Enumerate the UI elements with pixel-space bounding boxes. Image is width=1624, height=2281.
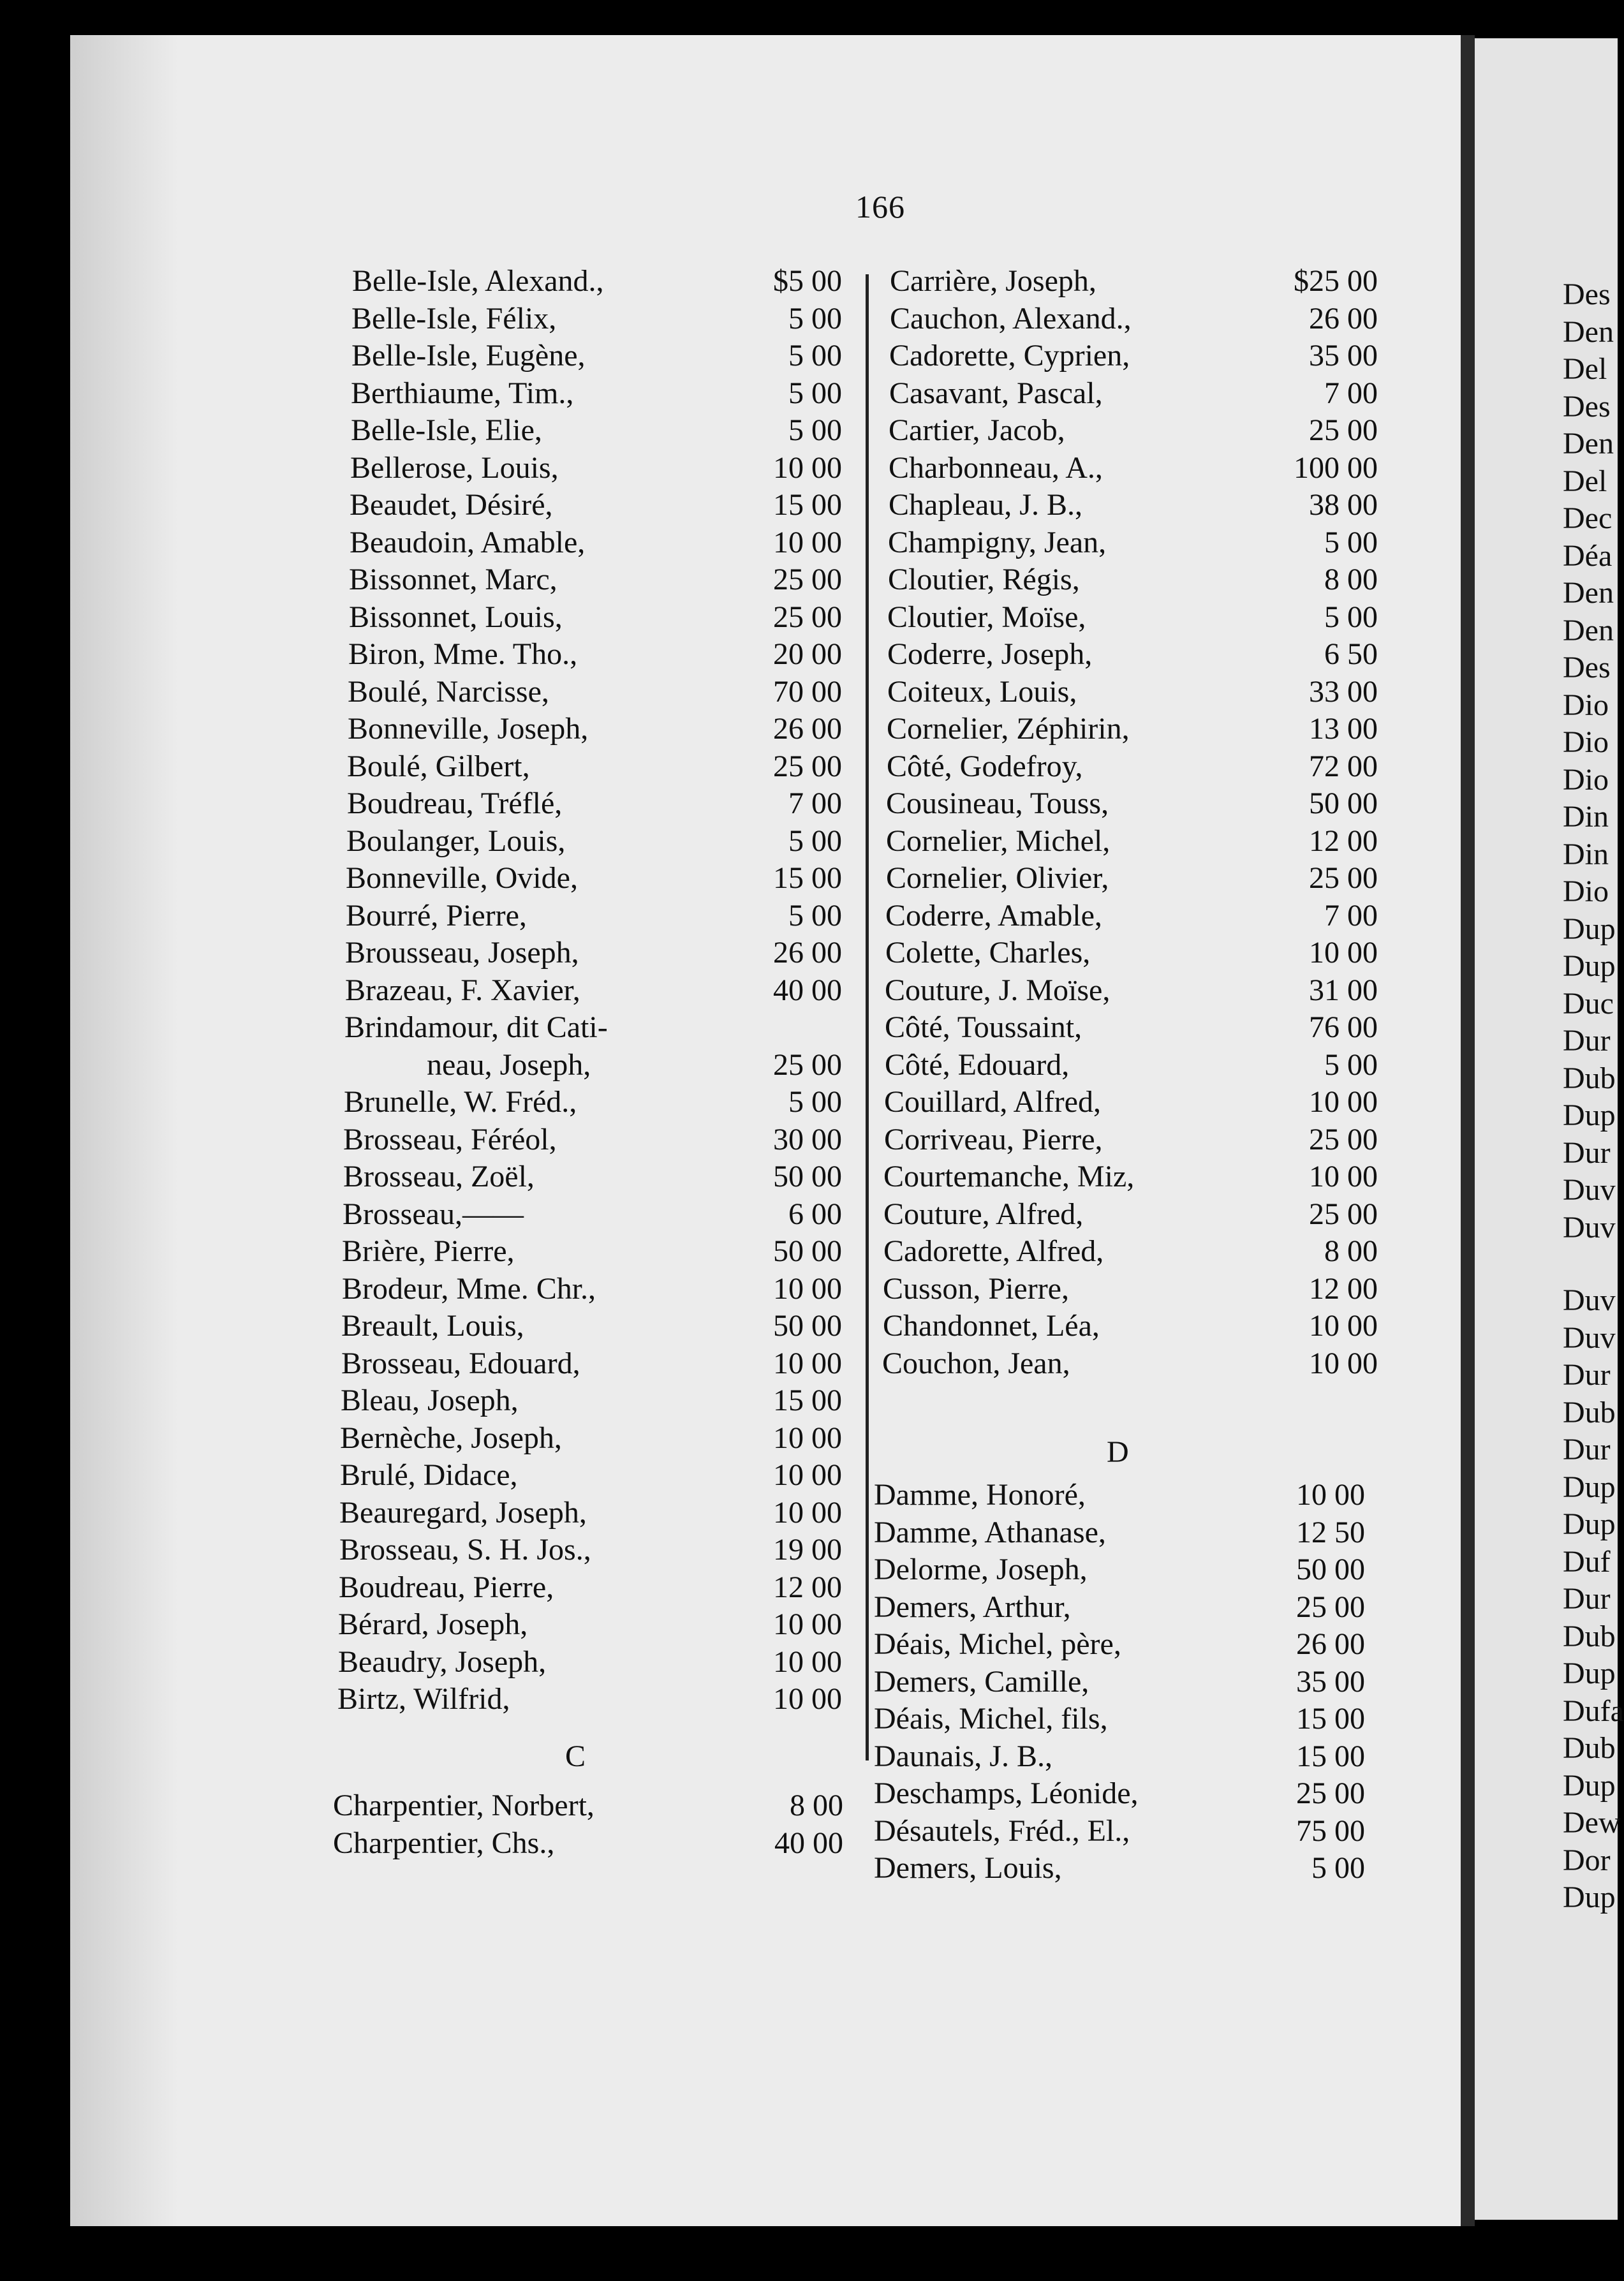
donor-entry: [874, 1850, 1365, 1887]
donation-amount: 7 00: [788, 786, 842, 820]
donor-entry: [345, 934, 842, 971]
donor-name: Delorme, Joseph,: [874, 1553, 1088, 1586]
donation-amount: 10 00: [773, 1346, 842, 1380]
donor-entry: [351, 375, 842, 412]
donation-amount: 75 00: [1296, 1813, 1365, 1848]
donor-entry: [343, 1121, 842, 1158]
donor-name: Côté, Edouard,: [885, 1047, 1070, 1082]
donation-amount: 35 00: [1296, 1664, 1365, 1699]
donor-name: Birtz, Wilfrid,: [337, 1682, 510, 1716]
donor-entry: [350, 487, 842, 524]
donor-name: Cadorette, Alfred,: [883, 1234, 1104, 1268]
donor-name: Brosseau, Edouard,: [341, 1346, 580, 1380]
donor-entry: [886, 785, 1378, 822]
donor-name: Cornelier, Michel,: [886, 823, 1111, 858]
donation-amount: 12 50: [1296, 1515, 1365, 1549]
donor-name: Demers, Louis,: [874, 1851, 1062, 1885]
adjacent-page-text: Dor: [1563, 1843, 1611, 1877]
donor-entry: [347, 748, 842, 785]
donation-amount: 19 00: [773, 1533, 842, 1567]
adjacent-page-text: Del: [1563, 352, 1607, 386]
donation-amount: 50 00: [1296, 1553, 1365, 1586]
donor-entry: [890, 263, 1378, 300]
adjacent-page-text: Dub: [1563, 1619, 1616, 1653]
donation-amount: 26 00: [1309, 301, 1378, 336]
donor-name: Côté, Godefroy,: [887, 749, 1083, 783]
adjacent-page-text: Dup: [1563, 1507, 1616, 1541]
donation-amount: 6 50: [1324, 637, 1378, 671]
adjacent-page-text: Dio: [1563, 762, 1609, 797]
donation-amount: 15 00: [773, 861, 842, 895]
donor-name: Bernèche, Joseph,: [340, 1421, 562, 1455]
donor-name: Cauchon, Alexand.,: [890, 301, 1132, 336]
donation-amount: 25 00: [773, 1047, 842, 1082]
donation-amount: 10 00: [773, 1495, 842, 1530]
donor-entry: [874, 1589, 1365, 1626]
donor-entry: [886, 823, 1378, 860]
donation-amount: $25 00: [1294, 264, 1378, 298]
adjacent-page-text: Dup: [1563, 1768, 1616, 1803]
donor-entry: [885, 934, 1378, 971]
donation-amount: 12 00: [773, 1570, 842, 1604]
donor-name: Bonneville, Ovide,: [346, 861, 578, 895]
donor-name: Brazeau, F. Xavier,: [345, 973, 580, 1007]
donor-entry: [874, 1738, 1365, 1775]
donation-amount: 5 00: [788, 898, 842, 933]
donation-amount: 10 00: [1309, 1160, 1378, 1193]
donor-name: Boulé, Gilbert,: [347, 749, 530, 783]
donor-name: Bissonnet, Marc,: [349, 563, 557, 596]
donor-name: neau, Joseph,: [427, 1047, 591, 1082]
donation-amount: 76 00: [1309, 1010, 1378, 1044]
donation-amount: 13 00: [1309, 712, 1378, 746]
adjacent-page-text: Dur: [1563, 1433, 1611, 1466]
donation-amount: 15 00: [1296, 1739, 1365, 1773]
donor-entry: [885, 972, 1378, 1009]
donor-name: Cornelier, Zéphirin,: [887, 712, 1130, 746]
donation-amount: 10 00: [1309, 1346, 1378, 1380]
donor-entry: [889, 375, 1378, 412]
adjacent-page-text: Dup: [1563, 1880, 1616, 1914]
donor-entry: [344, 1009, 842, 1046]
donor-name: Chapleau, J. B.,: [889, 488, 1082, 522]
donation-amount: 40 00: [774, 1826, 843, 1860]
donor-entry: [874, 1813, 1365, 1850]
section-letter: C: [565, 1739, 586, 1773]
donor-entry: [339, 1495, 842, 1532]
donation-amount: 70 00: [773, 674, 842, 709]
donor-entry: [351, 300, 842, 337]
donation-amount: 10 00: [1309, 1085, 1378, 1119]
donor-name: Brodeur, Mme. Chr.,: [342, 1271, 596, 1306]
donor-name: Cousineau, Touss,: [886, 786, 1109, 820]
adjacent-page-text: Dur: [1563, 1582, 1611, 1616]
adjacent-page-text: Dup: [1563, 1470, 1616, 1504]
donor-entry: [352, 263, 842, 300]
donor-name: Daunais, J. B.,: [874, 1739, 1052, 1773]
adjacent-page-text: Del: [1563, 464, 1607, 498]
donor-name: Champigny, Jean,: [888, 525, 1107, 559]
adjacent-page-text: Dub: [1563, 1061, 1616, 1095]
donation-amount: 31 00: [1309, 973, 1378, 1007]
donor-entry: [350, 450, 842, 487]
donor-entry: [883, 1196, 1378, 1233]
donor-name: Bérard, Joseph,: [338, 1607, 528, 1641]
donation-amount: 26 00: [1296, 1627, 1365, 1661]
donation-amount: 8 00: [790, 1789, 843, 1822]
donor-entry: [874, 1775, 1365, 1812]
donor-name: Boulé, Narcisse,: [348, 674, 549, 709]
donor-name: Chandonnet, Léa,: [883, 1309, 1100, 1343]
donor-name: Brousseau, Joseph,: [345, 936, 579, 970]
section-letter: D: [1107, 1435, 1129, 1469]
column-divider: [866, 274, 869, 1761]
donation-amount: 35 00: [1309, 339, 1378, 373]
donor-entry: [889, 337, 1378, 374]
page-number: 166: [855, 189, 905, 225]
donation-amount: 25 00: [1309, 861, 1378, 895]
donor-entry: [344, 1084, 842, 1121]
adjacent-page-text: Des: [1563, 389, 1611, 424]
adjacent-page-text: Dio: [1563, 875, 1609, 908]
donation-amount: 72 00: [1309, 749, 1378, 783]
adjacent-page-text: Dur: [1563, 1135, 1611, 1170]
donor-name: Breault, Louis,: [341, 1309, 524, 1343]
donation-amount: 25 00: [1309, 1197, 1378, 1231]
donor-name: Damme, Athanase,: [874, 1515, 1106, 1549]
donor-name: Couchon, Jean,: [882, 1346, 1070, 1380]
donor-name: Demers, Camille,: [874, 1664, 1089, 1699]
donor-name: Belle-Isle, Alexand.,: [352, 264, 604, 298]
adjacent-page-text: Dub: [1563, 1395, 1616, 1429]
donation-amount: 40 00: [773, 973, 842, 1007]
donor-entry: [351, 337, 842, 374]
donation-amount: 50 00: [773, 1160, 842, 1193]
donation-amount: 20 00: [773, 637, 842, 671]
donor-entry: [883, 1233, 1378, 1270]
adjacent-page-text: Din: [1563, 800, 1609, 834]
donation-amount: 50 00: [1309, 786, 1378, 820]
donor-name: Beaudet, Désiré,: [350, 488, 553, 522]
donation-amount: 10 00: [773, 1607, 842, 1641]
donor-name: Brosseau,——: [343, 1197, 524, 1231]
adjacent-page-text: Duv: [1563, 1320, 1616, 1355]
donor-entry: [351, 412, 842, 449]
donation-amount: 10 00: [773, 1644, 842, 1679]
donor-name: Cornelier, Olivier,: [886, 861, 1109, 895]
donation-amount: $5 00: [773, 264, 842, 298]
donor-entry: [343, 1158, 842, 1195]
donor-entry: [885, 1047, 1378, 1084]
adjacent-page-text: Dur: [1563, 1024, 1611, 1058]
donor-name: Charbonneau, A.,: [889, 450, 1103, 485]
donor-entry: [333, 1787, 843, 1824]
donation-amount: 10 00: [773, 1421, 842, 1455]
donor-name: Cartier, Jacob,: [889, 413, 1065, 447]
donor-entry: [888, 561, 1378, 598]
adjacent-page-text: Dub: [1563, 1731, 1616, 1765]
adjacent-page-text: Des: [1563, 651, 1611, 684]
donor-entry: [350, 524, 842, 561]
donor-name: Belle-Isle, Elie,: [351, 413, 542, 447]
donor-name: Carrière, Joseph,: [890, 264, 1096, 298]
adjacent-page-text: Dup: [1563, 912, 1616, 946]
donation-amount: 5 00: [788, 339, 842, 373]
donor-name: Cloutier, Moïse,: [887, 600, 1086, 634]
adjacent-page-text: Dio: [1563, 725, 1609, 759]
page-edge: [1461, 35, 1475, 2226]
donor-name: Boulanger, Louis,: [346, 823, 566, 858]
donation-amount: 12 00: [1309, 823, 1378, 858]
donor-entry: [348, 674, 842, 711]
donor-entry: [874, 1626, 1365, 1663]
donor-entry: [887, 748, 1378, 785]
donor-name: Déais, Michel, fils,: [874, 1702, 1108, 1736]
donor-entry: [874, 1664, 1365, 1701]
donor-entry: [341, 1308, 842, 1345]
adjacent-page-text: Duf: [1563, 1544, 1611, 1579]
donation-amount: 10 00: [1296, 1478, 1365, 1512]
donor-name: Belle-Isle, Félix,: [351, 301, 557, 336]
donation-amount: 10 00: [773, 1271, 842, 1306]
donor-name: Brière, Pierre,: [342, 1234, 515, 1268]
donation-amount: 25 00: [773, 600, 842, 634]
donor-name: Brosseau, S. H. Jos.,: [339, 1533, 591, 1567]
donation-amount: 10 00: [773, 525, 842, 559]
donor-entry: [887, 636, 1378, 673]
donor-name: Courtemanche, Miz,: [883, 1160, 1135, 1193]
donation-amount: 5 00: [788, 301, 842, 336]
donor-name: Couillard, Alfred,: [884, 1085, 1101, 1119]
donor-entry: [338, 1644, 842, 1681]
donor-entry: [337, 1681, 842, 1718]
donation-amount: 26 00: [773, 936, 842, 970]
gutter-shadow: [70, 35, 179, 2226]
donor-entry: [333, 1825, 843, 1862]
donation-amount: 30 00: [773, 1122, 842, 1156]
donor-name: Casavant, Pascal,: [889, 376, 1103, 410]
donation-amount: 50 00: [773, 1234, 842, 1268]
donation-amount: 5 00: [1324, 1047, 1378, 1082]
donation-amount: 15 00: [773, 488, 842, 522]
donor-entry: [887, 711, 1378, 748]
donation-amount: 12 00: [1309, 1271, 1378, 1306]
donor-entry: [339, 1569, 842, 1606]
adjacent-page-text: Dur: [1563, 1358, 1611, 1392]
donation-amount: 15 00: [1296, 1702, 1365, 1736]
adjacent-page-text: Dio: [1563, 688, 1609, 722]
donation-amount: 38 00: [1309, 488, 1378, 522]
donor-entry: [883, 1271, 1378, 1308]
donation-amount: 25 00: [773, 563, 842, 596]
donor-entry: [348, 636, 842, 673]
adjacent-page-text: Den: [1563, 427, 1614, 461]
donor-name: Beaudoin, Amable,: [350, 525, 586, 559]
donation-amount: 25 00: [1309, 1122, 1378, 1156]
donor-name: Bissonnet, Louis,: [349, 600, 563, 634]
donor-entry: [890, 300, 1378, 337]
donation-amount: 8 00: [1324, 563, 1378, 596]
adjacent-page-text: Dew: [1563, 1806, 1621, 1840]
donation-amount: 5 00: [788, 376, 842, 410]
donor-name: Charpentier, Norbert,: [333, 1789, 594, 1822]
adjacent-page-text: Dufa: [1563, 1694, 1624, 1728]
donor-entry: [887, 599, 1378, 636]
donor-entry: [345, 972, 842, 1009]
donation-amount: 10 00: [773, 1682, 842, 1716]
donation-amount: 5 00: [1311, 1851, 1365, 1885]
adjacent-page-text: Duv: [1563, 1210, 1616, 1244]
donor-name: Couture, Alfred,: [883, 1197, 1084, 1231]
donor-entry: [341, 1382, 842, 1419]
adjacent-page-text: Dup: [1563, 1657, 1616, 1690]
donor-name: Brosseau, Féréol,: [343, 1122, 557, 1156]
donation-amount: 10 00: [1309, 1309, 1378, 1343]
donor-name: Brindamour, dit Cati-: [344, 1010, 608, 1044]
donation-amount: 25 00: [1309, 413, 1378, 447]
donation-amount: 50 00: [773, 1309, 842, 1343]
donor-entry: [874, 1701, 1365, 1738]
donation-amount: 5 00: [788, 823, 842, 858]
donor-entry: [874, 1477, 1365, 1514]
donor-entry: [884, 1084, 1378, 1121]
donation-amount: 25 00: [1296, 1776, 1365, 1810]
donor-entry: [346, 860, 842, 897]
adjacent-page-text: Den: [1563, 314, 1614, 349]
donor-name: Berthiaume, Tim.,: [351, 376, 574, 410]
donor-name: Côté, Toussaint,: [885, 1010, 1082, 1044]
donor-name: Bleau, Joseph,: [341, 1384, 519, 1417]
donor-entry: [341, 1345, 842, 1382]
donor-name: Beaudry, Joseph,: [338, 1644, 547, 1679]
donor-entry: [882, 1345, 1378, 1382]
donation-amount: 26 00: [773, 712, 842, 746]
donor-entry: [340, 1420, 842, 1457]
donor-name: Cadorette, Cyprien,: [889, 339, 1130, 373]
donor-entry: [884, 1121, 1378, 1158]
donor-entry: [887, 674, 1378, 711]
donor-name: Boudreau, Tréflé,: [347, 786, 563, 820]
donation-amount: 6 00: [788, 1197, 842, 1231]
donation-amount: 7 00: [1324, 898, 1378, 933]
donor-entry: [427, 1047, 842, 1084]
donation-amount: 25 00: [1296, 1590, 1365, 1624]
donor-entry: [889, 412, 1378, 449]
donor-name: Colette, Charles,: [885, 936, 1091, 970]
donor-name: Brulé, Didace,: [340, 1458, 518, 1492]
donor-name: Coderre, Joseph,: [887, 637, 1093, 671]
donor-entry: [883, 1158, 1378, 1195]
donor-entry: [347, 785, 842, 822]
donor-entry: [346, 897, 842, 934]
donor-name: Biron, Mme. Tho.,: [348, 637, 578, 671]
donor-name: Bellerose, Louis,: [350, 450, 559, 485]
donor-entry: [889, 487, 1378, 524]
donor-name: Damme, Honoré,: [874, 1478, 1086, 1512]
donor-name: Charpentier, Chs.,: [333, 1826, 555, 1860]
donation-amount: 25 00: [773, 749, 842, 783]
donor-entry: [340, 1457, 842, 1494]
donor-name: Beauregard, Joseph,: [339, 1495, 587, 1530]
donor-entry: [349, 561, 842, 598]
donor-entry: [874, 1551, 1365, 1588]
donor-entry: [883, 1308, 1378, 1345]
adjacent-page-text: Duv: [1563, 1283, 1616, 1317]
donor-entry: [874, 1514, 1365, 1551]
adjacent-page-text: Des: [1563, 277, 1611, 311]
donor-name: Brunelle, W. Fréd.,: [344, 1085, 577, 1119]
adjacent-page-text: Din: [1563, 837, 1609, 871]
adjacent-page-text: Déa: [1563, 538, 1613, 573]
adjacent-page-text: Duc: [1563, 986, 1614, 1021]
donation-amount: 10 00: [1309, 936, 1378, 970]
donor-name: Bourré, Pierre,: [346, 898, 527, 933]
donation-amount: 5 00: [1324, 525, 1378, 559]
adjacent-page-text: Dup: [1563, 1098, 1616, 1132]
donor-entry: [342, 1271, 842, 1308]
adjacent-page-text: Dec: [1563, 501, 1613, 535]
donor-name: Cloutier, Régis,: [888, 563, 1080, 596]
donor-name: Déais, Michel, père,: [874, 1627, 1121, 1661]
adjacent-page-text: Den: [1563, 576, 1614, 610]
donor-entry: [339, 1532, 842, 1569]
donor-entry: [346, 823, 842, 860]
donor-name: Brosseau, Zoël,: [343, 1160, 535, 1193]
donor-name: Belle-Isle, Eugène,: [351, 339, 586, 373]
donor-name: Couture, J. Moïse,: [885, 973, 1111, 1007]
donor-entry: [886, 860, 1378, 897]
donation-amount: 10 00: [773, 1458, 842, 1492]
donation-amount: 15 00: [773, 1384, 842, 1417]
donor-name: Désautels, Fréd., El.,: [874, 1813, 1130, 1848]
donation-amount: 7 00: [1324, 376, 1378, 410]
donation-amount: 5 00: [788, 413, 842, 447]
donation-amount: 5 00: [1324, 600, 1378, 634]
donor-name: Corriveau, Pierre,: [884, 1122, 1103, 1156]
donor-entry: [338, 1606, 842, 1643]
donor-entry: [348, 711, 842, 748]
donor-entry: [885, 897, 1378, 934]
donation-amount: 5 00: [788, 1085, 842, 1119]
donation-amount: 100 00: [1294, 450, 1378, 485]
donation-amount: 10 00: [773, 450, 842, 485]
donor-entry: [885, 1009, 1378, 1046]
donor-name: Boudreau, Pierre,: [339, 1570, 554, 1604]
donation-amount: 8 00: [1324, 1234, 1378, 1268]
adjacent-page-text: Duv: [1563, 1173, 1616, 1207]
donor-name: Coiteux, Louis,: [887, 674, 1077, 709]
donor-name: Demers, Arthur,: [874, 1590, 1071, 1624]
donor-name: Bonneville, Joseph,: [348, 712, 589, 746]
adjacent-page-text: Dup: [1563, 949, 1616, 983]
donor-entry: [349, 599, 842, 636]
donor-entry: [342, 1233, 842, 1270]
donor-name: Deschamps, Léonide,: [874, 1776, 1139, 1810]
donor-entry: [889, 450, 1378, 487]
donor-entry: [343, 1196, 842, 1233]
donation-amount: 33 00: [1309, 674, 1378, 709]
donor-name: Cusson, Pierre,: [883, 1271, 1069, 1306]
adjacent-page-text: Den: [1563, 613, 1614, 647]
donor-entry: [888, 524, 1378, 561]
donor-name: Coderre, Amable,: [885, 898, 1102, 933]
